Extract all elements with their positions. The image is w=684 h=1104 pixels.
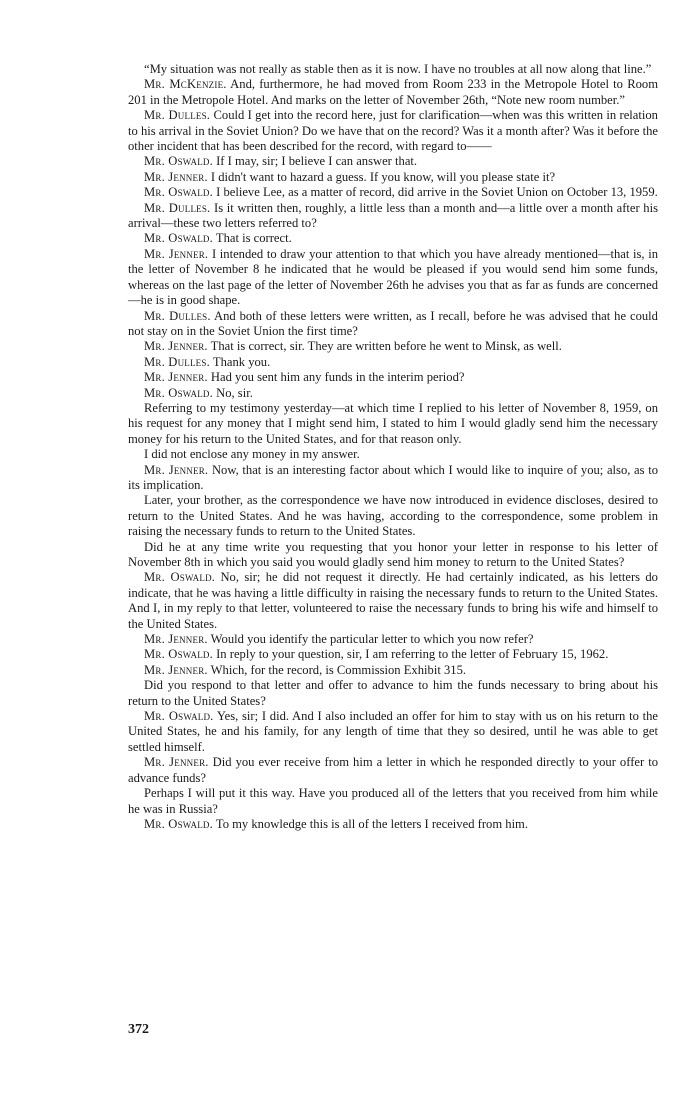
speaker-name: Mr. Oswald. bbox=[144, 647, 213, 662]
speaker-name: Mr. Jenner. bbox=[144, 662, 208, 677]
transcript-paragraph bbox=[128, 493, 658, 539]
speaker-name: Mr. Dulles. bbox=[144, 108, 211, 123]
paragraph-text: I didn't want to hazard a guess. If you know, will you please state it? bbox=[210, 169, 556, 184]
transcript-paragraph bbox=[128, 817, 658, 832]
paragraph-text: If I may, sir; I believe I can answer that. bbox=[216, 154, 418, 169]
speaker-name: Mr. Dulles. bbox=[144, 308, 211, 323]
paragraph-text: To my knowledge this is all of the letters I received from him. bbox=[215, 816, 529, 831]
speaker-name: Mr. Jenner. bbox=[144, 339, 208, 354]
speaker-name: Mr. McKenzie. bbox=[144, 77, 227, 92]
transcript-paragraph bbox=[128, 755, 658, 786]
speaker-name: Mr. Jenner. bbox=[144, 632, 208, 647]
transcript-paragraph bbox=[128, 355, 658, 370]
paragraph-text: Which, for the record, is Commission Exhibit 315. bbox=[210, 662, 467, 677]
paragraph-text: I did not enclose any money in my answer. bbox=[144, 447, 360, 462]
transcript-paragraph bbox=[128, 185, 658, 200]
speaker-name: Mr. Oswald. bbox=[144, 154, 213, 169]
transcript-paragraph bbox=[128, 570, 658, 632]
transcript-paragraph bbox=[128, 309, 658, 340]
page-number: 372 bbox=[128, 1022, 149, 1037]
transcript-paragraph bbox=[128, 540, 658, 571]
paragraph-text: Had you sent him any funds in the interim period? bbox=[210, 370, 465, 385]
transcript-paragraph bbox=[128, 632, 658, 647]
transcript-body bbox=[128, 62, 658, 832]
paragraph-text: “My situation was not really as stable then as it is now. I have no troubles at all now along that line.” bbox=[144, 62, 652, 76]
transcript-paragraph bbox=[128, 678, 658, 709]
transcript-paragraph bbox=[128, 647, 658, 662]
paragraph-text: Later, your brother, as the correspondence we have now introduced in evidence discloses, desired to return to the United States. And he was having, according to the correspondence, some problem in raising the necessary funds to return to the United States. bbox=[128, 493, 658, 539]
speaker-name: Mr. Dulles. bbox=[144, 354, 210, 369]
transcript-paragraph bbox=[128, 463, 658, 494]
paragraph-text: Would you identify the particular letter to which you now refer? bbox=[210, 632, 534, 647]
paragraph-text: In reply to your question, sir, I am referring to the letter of February 15, 1962. bbox=[216, 647, 609, 662]
paragraph-text: Did you respond to that letter and offer to advance to him the funds necessary to bring about his return to the United States? bbox=[128, 678, 658, 708]
transcript-paragraph bbox=[128, 447, 658, 462]
transcript-paragraph bbox=[128, 108, 658, 154]
transcript-paragraph bbox=[128, 247, 658, 309]
speaker-name: Mr. Oswald. bbox=[144, 231, 213, 246]
transcript-paragraph bbox=[128, 201, 658, 232]
speaker-name: Mr. Oswald. bbox=[144, 570, 216, 585]
paragraph-text: Did he at any time write you requesting that you honor your letter in response to his letter of November 8th in which you said you would gladly send him money to return to the United States? bbox=[128, 539, 658, 569]
transcript-paragraph bbox=[128, 663, 658, 678]
paragraph-text: Referring to my testimony yesterday—at which time I replied to his letter of November 8, 1959, on his request for any money that I might send him, I stated to him I would gladly send him the necessary money for his return to the United States, and for that reason only. bbox=[128, 400, 658, 446]
speaker-name: Mr. Jenner. bbox=[144, 755, 209, 770]
transcript-paragraph bbox=[128, 231, 658, 246]
paragraph-text: Is it written then, roughly, a little less than a month and—a little over a month after his arrival—these two letters referred to? bbox=[128, 200, 658, 231]
speaker-name: Mr. Jenner. bbox=[144, 169, 208, 184]
transcript-paragraph bbox=[128, 339, 658, 354]
paragraph-text: Perhaps I will put it this way. Have you produced all of the letters that you received from him while he was in Russia? bbox=[128, 786, 658, 816]
speaker-name: Mr. Oswald. bbox=[144, 185, 213, 200]
transcript-paragraph bbox=[128, 370, 658, 385]
speaker-name: Mr. Oswald. bbox=[144, 816, 213, 831]
speaker-name: Mr. Jenner. bbox=[144, 246, 209, 261]
paragraph-text: That is correct, sir. They are written before he went to Minsk, as well. bbox=[210, 339, 562, 354]
paragraph-text: Now, that is an interesting factor about which I would like to inquire of you; also, as to its implication. bbox=[128, 462, 659, 492]
speaker-name: Mr. Oswald. bbox=[144, 385, 213, 400]
paragraph-text: And, furthermore, he had moved from Room 233 in the Metropole Hotel to Room 201 in the Metropole Hotel. And marks on the letter of November 26th, “Note new room number.” bbox=[128, 77, 658, 107]
speaker-name: Mr. Dulles. bbox=[144, 200, 211, 215]
transcript-paragraph bbox=[128, 709, 658, 755]
paragraph-text: That is correct. bbox=[215, 231, 292, 246]
paragraph-text: I intended to draw your attention to that which you have already mentioned—that is, in the letter of November 8 he indicated that he would be pleased if you would send him some funds, whereas on the last page of the letter of November 26th he advises you that as far as funds are concerned—he is in good shape. bbox=[128, 246, 659, 308]
paragraph-text: No, sir; he did not request it directly. He had certainly indicated, as his letters do indicate, that he was having a little difficulty in raising the necessary funds to return to the United States. And I, in my reply to that letter, volunteered to raise the necessary funds to bring his wife and himself to the United States. bbox=[128, 570, 658, 631]
transcript-paragraph bbox=[128, 170, 658, 185]
speaker-name: Mr. Oswald. bbox=[144, 709, 214, 724]
transcript-paragraph bbox=[128, 401, 658, 447]
transcript-paragraph bbox=[128, 154, 658, 169]
paragraph-text: Could I get into the record here, just for clarification—when was this written in relation to his arrival in the Soviet Union? Do we have that on the record? Was it a month after? Was it before the other incident that has been described for the record, with regard to—— bbox=[128, 108, 658, 154]
paragraph-text: Did you ever receive from him a letter in which he responded directly to your offer to advance funds? bbox=[128, 755, 658, 785]
transcript-paragraph bbox=[128, 386, 658, 401]
paragraph-text: No, sir. bbox=[216, 385, 253, 400]
speaker-name: Mr. Jenner. bbox=[144, 370, 208, 385]
transcript-paragraph bbox=[128, 62, 658, 77]
paragraph-text: Yes, sir; I did. And I also included an offer for him to stay with us on his return to the United States, he and his family, for any length of time that they so desired, until he was able to get settled himself. bbox=[128, 709, 658, 754]
paragraph-text: I believe Lee, as a matter of record, did arrive in the Soviet Union on October 13, 1959. bbox=[216, 185, 658, 200]
transcript-paragraph bbox=[128, 77, 658, 108]
paragraph-text: And both of these letters were written, as I recall, before he was advised that he could not stay on in the Soviet Union the first time? bbox=[128, 308, 658, 338]
transcript-paragraph bbox=[128, 786, 658, 817]
paragraph-text: Thank you. bbox=[212, 354, 271, 369]
speaker-name: Mr. Jenner. bbox=[144, 462, 209, 477]
